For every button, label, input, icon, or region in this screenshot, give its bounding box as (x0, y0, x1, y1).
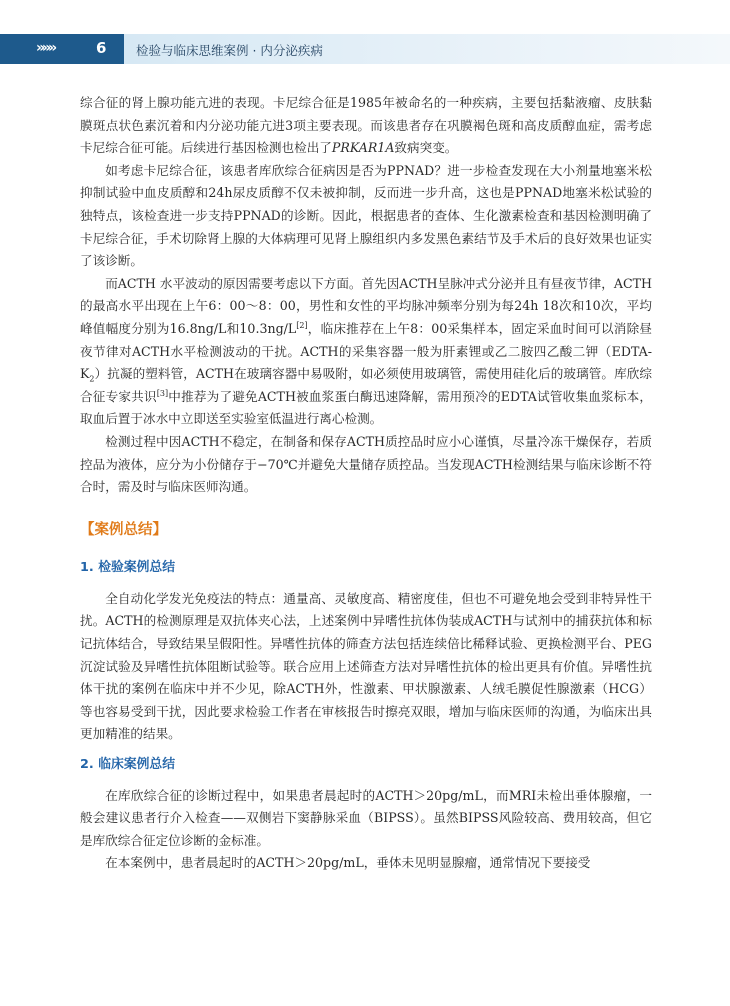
subsection-heading-2: 2. 临床案例总结 (80, 757, 176, 773)
gene-name: PRKAR1A (331, 140, 395, 156)
paragraph-4: 检测过程中因ACTH不稳定，在制备和保存ACTH质控品时应小心谨慎，尽量冷冻干燥保存，若质控品为液体，应分为小份储存于−70℃并避免大量储存质控品。当发现ACTH检测结果与临床诊断不符合时，需及时与临床医师沟通。 (80, 433, 652, 495)
paragraph-3 (80, 273, 652, 431)
paragraph-2: 如考虑卡尼综合征，该患者库欣综合征病因是否为PPNAD？进一步检查发现在大小剂量地塞米松抑制试验中血皮质醇和24h尿皮质醇不仅未被抑制，反而进一步升高，这也是PPNAD地塞米松试验的独特点，该检查进一步支持PPNAD的诊断。因此，根据患者的查体、生化激素检查和基因检测明确了卡尼综合征，手术切除肾上腺的大体病理可见肾上腺组织内多发黑色素结节及手术后的良好效果也证实了该诊断。 (80, 162, 652, 269)
page-number: 6 (96, 39, 107, 57)
paragraph-1 (80, 92, 652, 160)
citation: [2] (296, 320, 308, 330)
chevron-icon: »»» (36, 40, 55, 56)
paragraph-5: 全自动化学发光免疫法的特点：通量高、灵敏度高、精密度佳，但也不可避免地会受到非特异性干扰。ACTH的检测原理是双抗体夹心法，上述案例中异嗜性抗体伪装成ACTH与试剂中的捕获抗体和标记抗体结合，导致结果呈假阳性。异嗜性抗体的筛查方法包括连续倍比稀释试验、更换检测平台、PEG沉淀试验及异嗜性抗体阻断试验等。联合应用上述筛查方法对异嗜性抗体的检出更具有价值。异嗜性抗体干扰的案例在临床中并不少见，除ACTH外，性激素、甲状腺激素、人绒毛膜促性腺激素（HCG）等也容易受到干扰，因此要求检验工作者在审核报告时擦亮双眼，增加与临床医师的沟通，为临床出具更加精准的结果。 (80, 590, 652, 742)
subsection-heading-1: 1. 检验案例总结 (80, 560, 176, 576)
section-title: 【案例总结】 (80, 521, 167, 538)
paragraph-6: 在库欣综合征的诊断过程中，如果患者晨起时的ACTH＞20pg/mL，而MRI未检出垂体腺瘤，一般会建议患者行介入检查——双侧岩下窦静脉采血（BIPSS）。虽然BIPSS风险较高、费用较高，但它是库欣综合征定位诊断的金标准。 (80, 787, 652, 848)
paragraph-7: 在本案例中，患者晨起时的ACTH＞20pg/mL，垂体未见明显腺瘤，通常情况下要接受 (105, 855, 591, 871)
citation: [3] (156, 388, 169, 398)
page-header (0, 34, 730, 64)
book-title: 检验与临床思维案例 · 内分泌疾病 (136, 43, 323, 58)
page-content (80, 92, 652, 875)
paragraph-text: 中推荐为了避免ACTH被血浆蛋白酶迅速降解，需用预冷的EDTA试管收集血浆标本，取血后置于冰水中立即送至实验室低温进行离心检测。 (80, 388, 652, 427)
paragraph-text: 综合征的肾上腺功能亢进的表现。卡尼综合征是1985年被命名的一种疾病，主要包括黏液瘤、皮肤黏膜斑点状色素沉着和内分泌功能亢进3项主要表现。而该患者存在巩膜褐色斑和高皮质醇血症，需考虑卡尼综合征可能。后续进行基因检测也检出了 (80, 95, 652, 156)
paragraph-text: 而ACTH 水平波动的原因需要考虑以下方面。首先因ACTH呈脉冲式分泌并且有昼夜节律，ACTH的最高水平出现在上午6：00～8：00，男性和女性的平均脉冲频率分别为每24h 18次和10次，平均峰值幅度分别为16.8ng/L和10.3ng/L (80, 275, 652, 336)
paragraph-text: ，临床推荐在上午8：00采集样本，固定采血时间可以消除昼夜节律对ACTH水平检测波动的干扰。ACTH的采集容器一般为肝素锂或乙二胺四乙酸二钾（EDTA-K (80, 320, 652, 382)
subscript: 2 (89, 374, 95, 384)
paragraph-text: ）抗凝的塑料管，ACTH在玻璃容器中易吸附，如必须使用玻璃管，需使用硅化后的玻璃管。库欣综合征专家共识 (80, 366, 652, 404)
paragraph-text: 致病突变。 (394, 140, 458, 156)
